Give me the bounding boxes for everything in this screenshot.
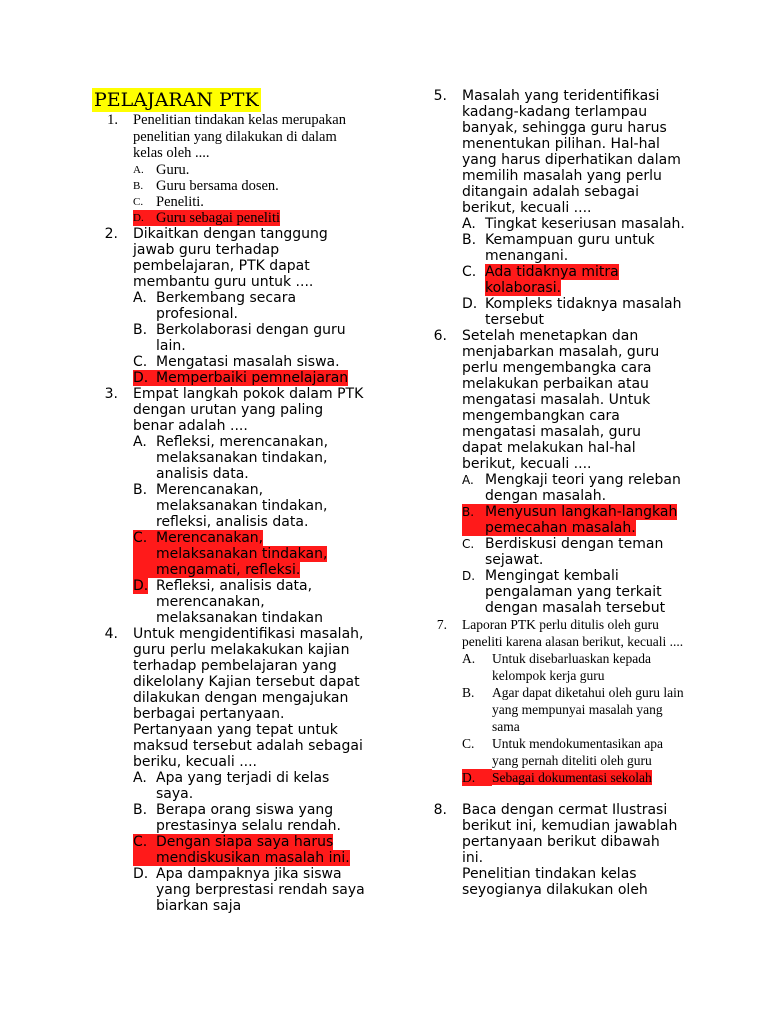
option-b[interactable]: B. Guru bersama dosen. xyxy=(133,177,279,194)
question-text: Empat langkah pokok dalam PTK dengan urutan yang paling benar adalah .... xyxy=(133,385,364,434)
question-text: Penelitian tindakan kelas merupakan penelitian yang dilakukan di dalam kelas oleh .... xyxy=(133,112,346,161)
question-4-options xyxy=(133,770,367,914)
question-5-options xyxy=(462,216,685,328)
option-a[interactable]: A. Apa yang terjadi di kelas saya. xyxy=(133,769,330,802)
option-b[interactable]: B. Berapa orang siswa yang prestasinya selalu rendah. xyxy=(133,801,341,834)
option-c-answer[interactable]: C. Ada tidaknya mitra kolaborasi. xyxy=(462,264,619,296)
question-text: Dikaitkan dengan tanggung jawab guru terhadap pembelajaran, PTK dapat membantu guru untuk .... xyxy=(133,225,328,290)
question-1-options xyxy=(133,162,367,226)
question-text: Baca dengan cermat Ilustrasi berikut ini, kemudian jawablah pertanyaan berikut dibawah ini. xyxy=(462,802,678,866)
option-b[interactable]: B. Kemampuan guru untuk menangani. xyxy=(462,232,655,264)
question-number: 5. xyxy=(433,88,447,104)
option-d-answer[interactable]: D. Memperbaiki pemnelajaran xyxy=(133,369,349,386)
option-d[interactable]: D. Mengingat kembali pengalaman yang terkait dengan masalah tersebut xyxy=(462,568,666,616)
option-c-answer[interactable]: C. Merencanakan, melaksanakan tindakan, mengamati, refleksi. xyxy=(133,529,328,578)
option-a[interactable]: A. Guru. xyxy=(133,161,190,178)
option-a[interactable]: A. Mengkaji teori yang releban dengan masalah. xyxy=(462,472,681,504)
question-number: 4. xyxy=(104,625,118,642)
question-text: Untuk mengidentifikasi masalah, guru perlu melakakukan kajian terhadap pembelajaran yang dikelolany Kajian tersebut dapat dilakukan dengan mengajukan berbagai pertanyaan. Pertanyaan yang tepat untuk maksud tersebut adalah sebagai beriku, kecuali .... xyxy=(133,625,364,770)
spacer xyxy=(421,786,685,802)
question-3-options xyxy=(133,434,367,626)
option-c[interactable]: C. Peneliti. xyxy=(133,193,204,210)
question-3 xyxy=(92,386,367,434)
question-4 xyxy=(92,626,367,770)
question-number: 6. xyxy=(433,328,447,344)
left-column xyxy=(92,88,367,914)
question-6-options xyxy=(462,472,685,616)
question-6 xyxy=(421,328,685,472)
page-title: PELAJARAN PTK xyxy=(94,89,259,111)
option-b[interactable]: B. Agar dapat diketahui oleh guru lain yang mempunyai masalah yang sama xyxy=(462,685,684,734)
option-b-answer[interactable]: B. Menyusun langkah-langkah pemecahan masalah. xyxy=(462,504,678,536)
question-2-options xyxy=(133,290,367,386)
option-a[interactable]: A. Untuk disebarluaskan kepada kelompok kerja guru xyxy=(462,651,651,683)
question-7-options xyxy=(462,650,685,786)
right-column xyxy=(421,88,685,898)
option-d[interactable]: D. Kompleks tidaknya masalah tersebut xyxy=(462,296,682,328)
option-a[interactable]: A. Refleksi, merencanakan, melaksanakan tindakan, analisis data. xyxy=(133,433,329,482)
question-2 xyxy=(92,226,367,290)
question-number: 1. xyxy=(107,112,118,128)
question-8 xyxy=(421,802,685,898)
question-text: Masalah yang teridentifikasi kadang-kadang terlampau banyak, sehingga guru harus menentukan pilihan. Hal-hal yang harus diperhatikan dalam memilih masalah yang perlu ditangain adalah sebagai berikut, kecuali .... xyxy=(462,88,681,216)
option-b[interactable]: B. Merencanakan, melaksanakan tindakan, refleksi, analisis data. xyxy=(133,481,328,530)
question-number: 2. xyxy=(104,225,118,242)
question-text: Setelah menetapkan dan menjabarkan masalah, guru perlu mengembangka cara melakukan perbaikan atau mengatasi masalah. Untuk mengembangkan cara mengatasi masalah, guru dapat melakukan hal-hal berikut, kecuali .... xyxy=(462,328,660,472)
option-a[interactable]: A. Tingkat keseriusan masalah. xyxy=(462,216,685,232)
question-1 xyxy=(92,112,367,162)
option-d-answer[interactable]: D. Sebagai dokumentasi sekolah xyxy=(462,770,652,785)
option-a[interactable]: A. Berkembang secara profesional. xyxy=(133,289,297,322)
question-number: 7. xyxy=(436,617,447,632)
question-7 xyxy=(421,616,685,650)
option-d[interactable]: D. Apa dampaknya jika siswa yang berprestasi rendah saya biarkan saja xyxy=(133,865,365,914)
option-c[interactable]: C. Berdiskusi dengan teman sejawat. xyxy=(462,536,664,568)
question-text-continued: Penelitian tindakan kelas seyogianya dilakukan oleh xyxy=(462,866,648,898)
option-c-answer[interactable]: C. Dengan siapa saya harus mendiskusikan masalah ini. xyxy=(133,833,350,866)
question-5 xyxy=(421,88,685,216)
option-c[interactable]: C. Untuk mendokumentasikan apa yang pernah diteliti oleh guru xyxy=(462,736,663,768)
question-number: 8. xyxy=(433,802,447,818)
option-b[interactable]: B. Berkolaborasi dengan guru lain. xyxy=(133,321,346,354)
question-text: Laporan PTK perlu ditulis oleh guru peneliti karena alasan berikut, kecuali .... xyxy=(462,617,684,649)
option-d[interactable]: D. Refleksi, analisis data, merencanakan, melaksanakan tindakan xyxy=(133,577,323,626)
question-number: 3. xyxy=(104,385,118,402)
option-d-answer[interactable]: D. Guru sebagai peneliti xyxy=(133,209,281,226)
option-c[interactable]: C. Mengatasi masalah siswa. xyxy=(133,353,340,370)
